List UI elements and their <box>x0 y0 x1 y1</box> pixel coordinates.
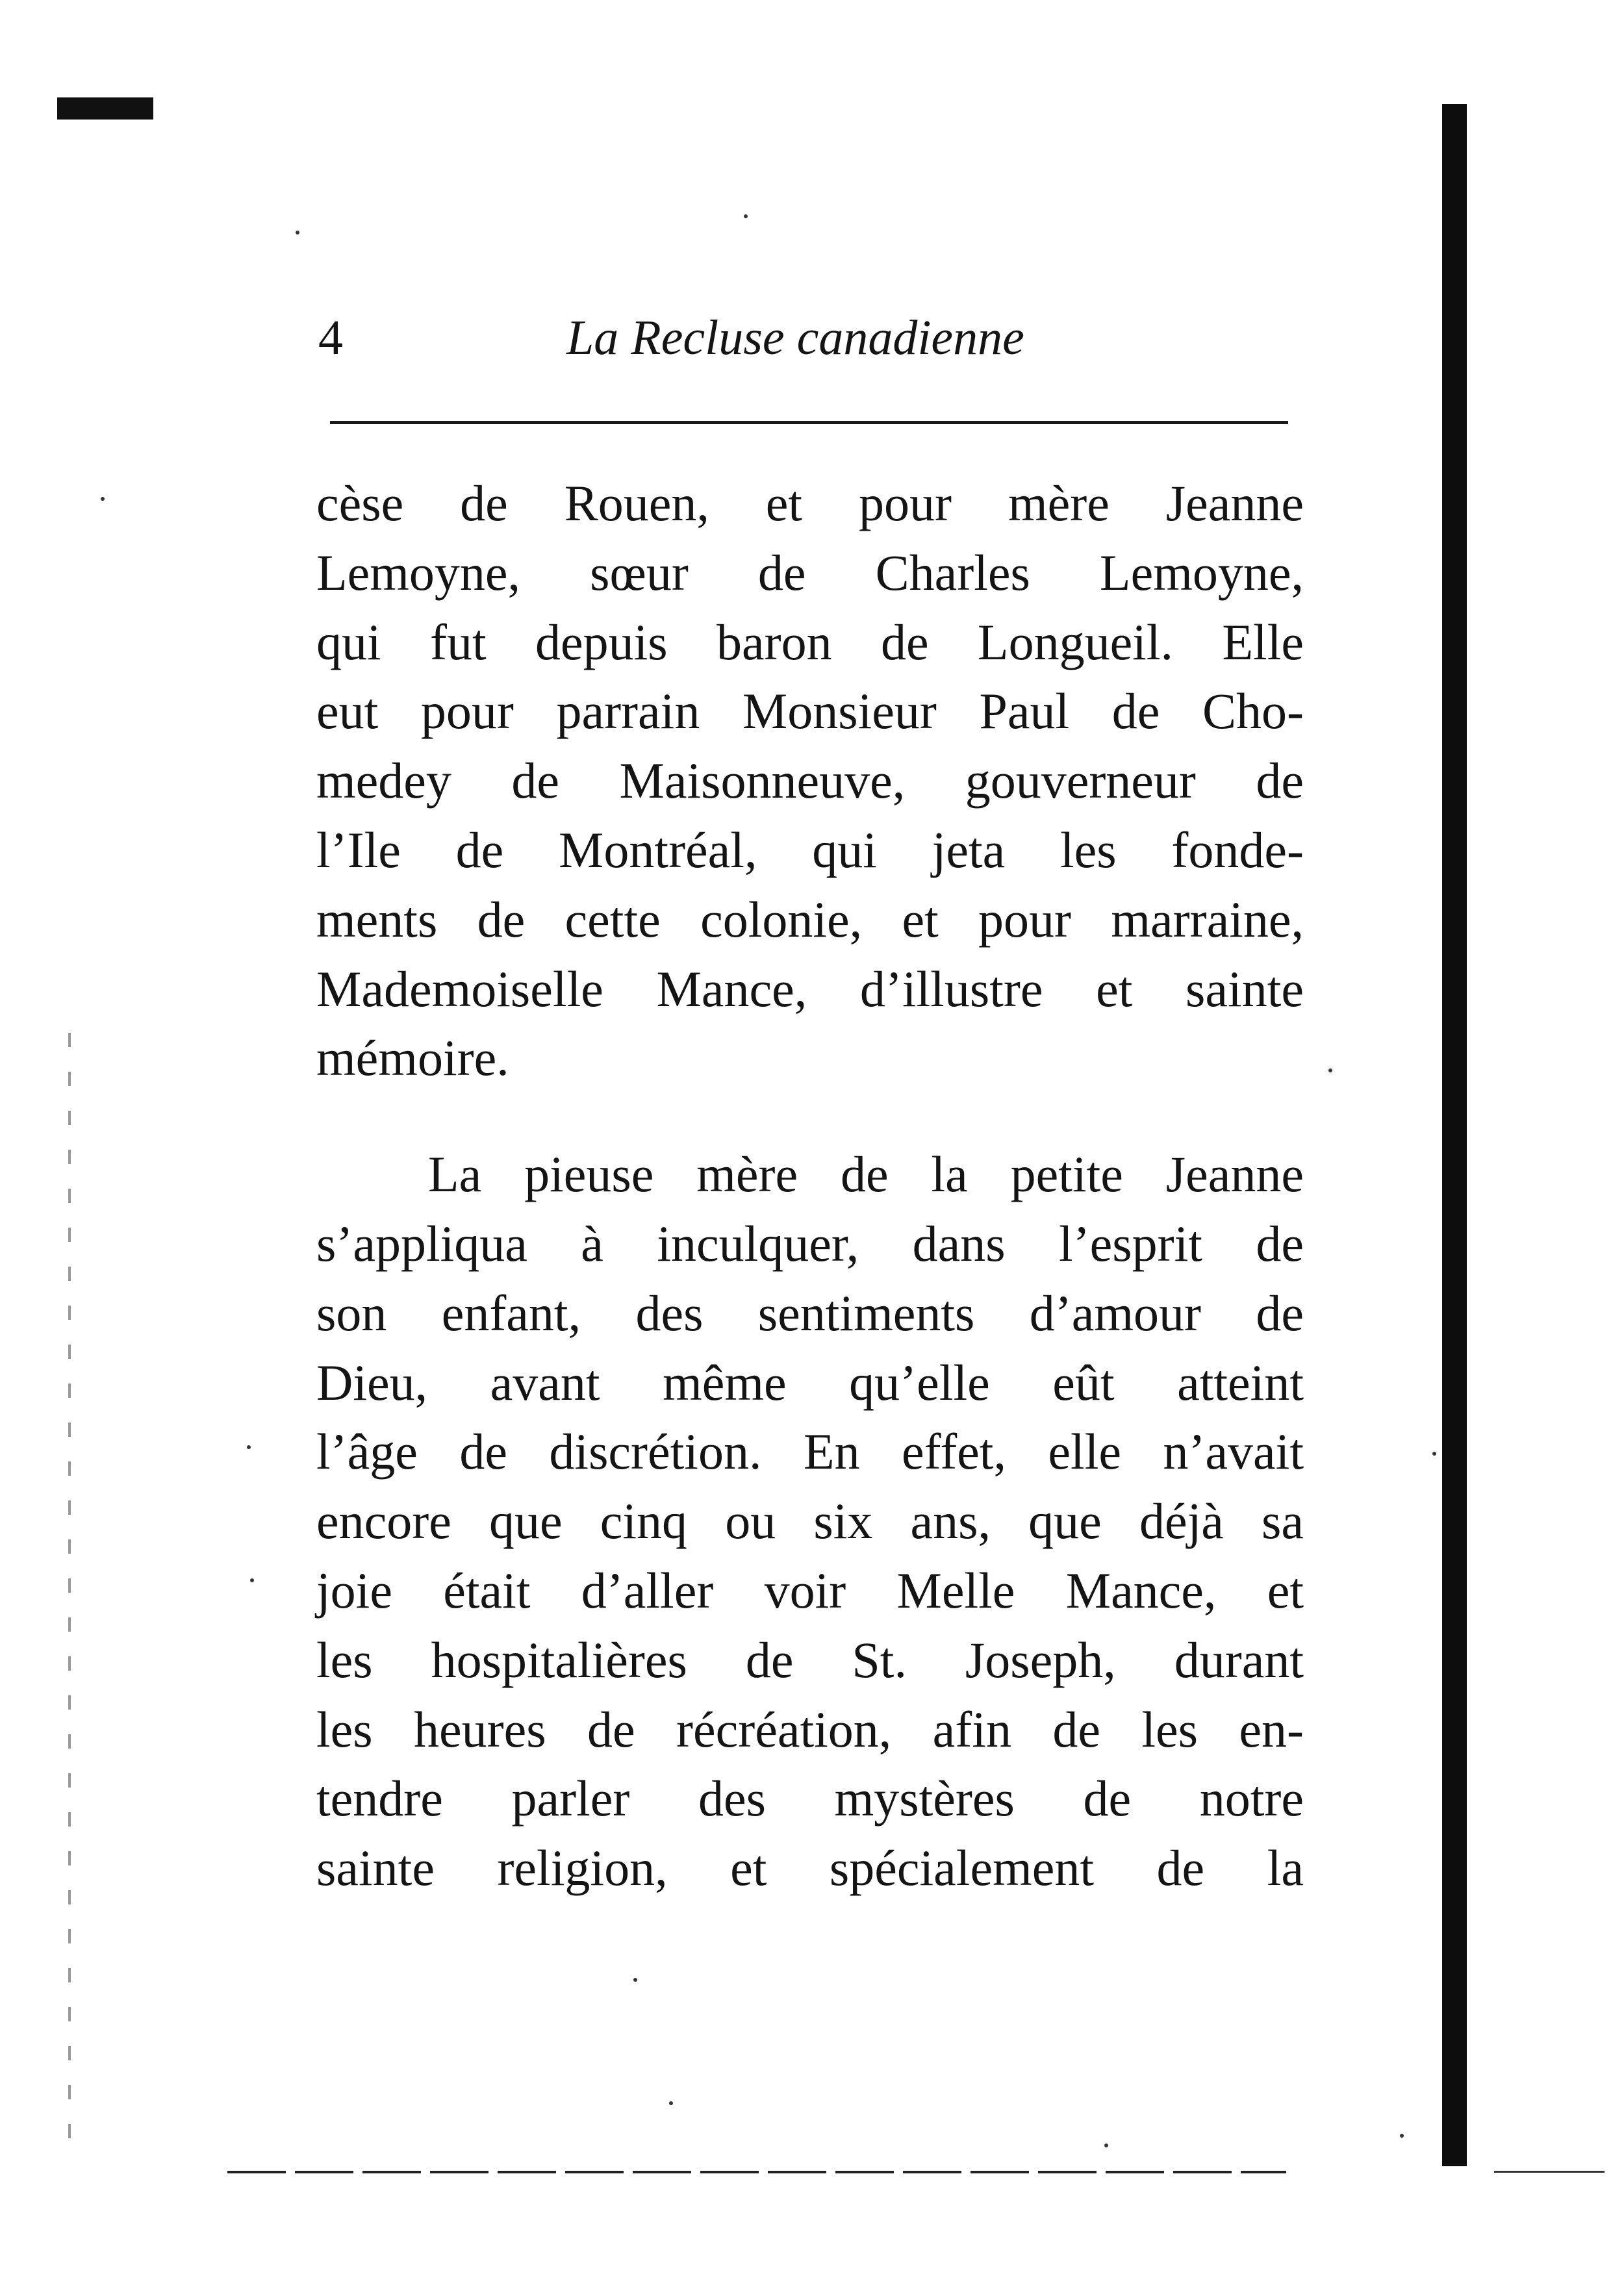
text-line: les hospitalières de St. Joseph, durant <box>316 1631 1304 1688</box>
text-line: l’Ile de Montréal, qui jeta les fonde- <box>316 821 1304 878</box>
running-head <box>318 305 1293 370</box>
text-line: medey de Maisonneuve, gouverneur de <box>316 752 1304 809</box>
running-title: La Recluse canadienne <box>566 310 1024 365</box>
body-text <box>316 469 1304 1903</box>
text-line: eut pour parrain Monsieur Paul de Cho- <box>316 683 1304 740</box>
paragraph-gap <box>316 1093 1304 1140</box>
scan-speck <box>101 497 105 501</box>
text-line: tendre parler des mystères de notre <box>316 1770 1304 1827</box>
page-number: 4 <box>318 310 343 365</box>
paragraph <box>316 469 1304 1093</box>
header-rule <box>330 421 1288 424</box>
text-line: son enfant, des sentiments d’amour de <box>316 1284 1304 1341</box>
scan-artifact-bar <box>57 97 153 120</box>
scan-speck <box>247 1445 251 1449</box>
scan-speck <box>1328 1069 1332 1072</box>
text-line: La pieuse mère de la petite Jeanne <box>428 1146 1304 1203</box>
text-line: sainte religion, et spécialement de la <box>316 1840 1304 1897</box>
scan-speck <box>1432 1452 1436 1456</box>
text-line: Mademoiselle Mance, d’illustre et sainte <box>316 960 1304 1017</box>
page-edge-shadow <box>1442 104 1467 2166</box>
text-line: cèse de Rouen, et pour mère Jeanne <box>316 475 1304 531</box>
scan-speck <box>669 2101 673 2105</box>
scan-speck <box>633 1978 637 1982</box>
scan-speck <box>1104 2144 1108 2147</box>
text-line: ments de cette colonie, et pour marraine, <box>316 891 1304 948</box>
text-line: qui fut depuis baron de Longueil. Elle <box>316 613 1304 670</box>
paragraph <box>316 1140 1304 1903</box>
text-line: Dieu, avant même qu’elle eût atteint <box>316 1354 1304 1411</box>
bottom-rule <box>227 2171 1286 2173</box>
scan-margin-marks <box>68 1033 71 2150</box>
scan-speck <box>296 231 299 234</box>
scan-speck <box>744 214 748 218</box>
text-line: les heures de récréation, afin de les en- <box>316 1701 1304 1758</box>
text-line: joie était d’aller voir Melle Mance, et <box>316 1562 1304 1619</box>
text-line: s’appliqua à inculquer, dans l’esprit de <box>316 1215 1304 1272</box>
scan-speck <box>1400 2134 1404 2138</box>
text-line: Lemoyne, sœur de Charles Lemoyne, <box>316 544 1304 601</box>
text-line: mémoire. <box>316 1030 509 1087</box>
text-line: l’âge de discrétion. En effet, elle n’avait <box>316 1423 1304 1480</box>
bottom-rule-fragment <box>1494 2171 1605 2173</box>
text-line: encore que cinq ou six ans, que déjà sa <box>316 1493 1304 1550</box>
scan-speck <box>250 1578 254 1582</box>
